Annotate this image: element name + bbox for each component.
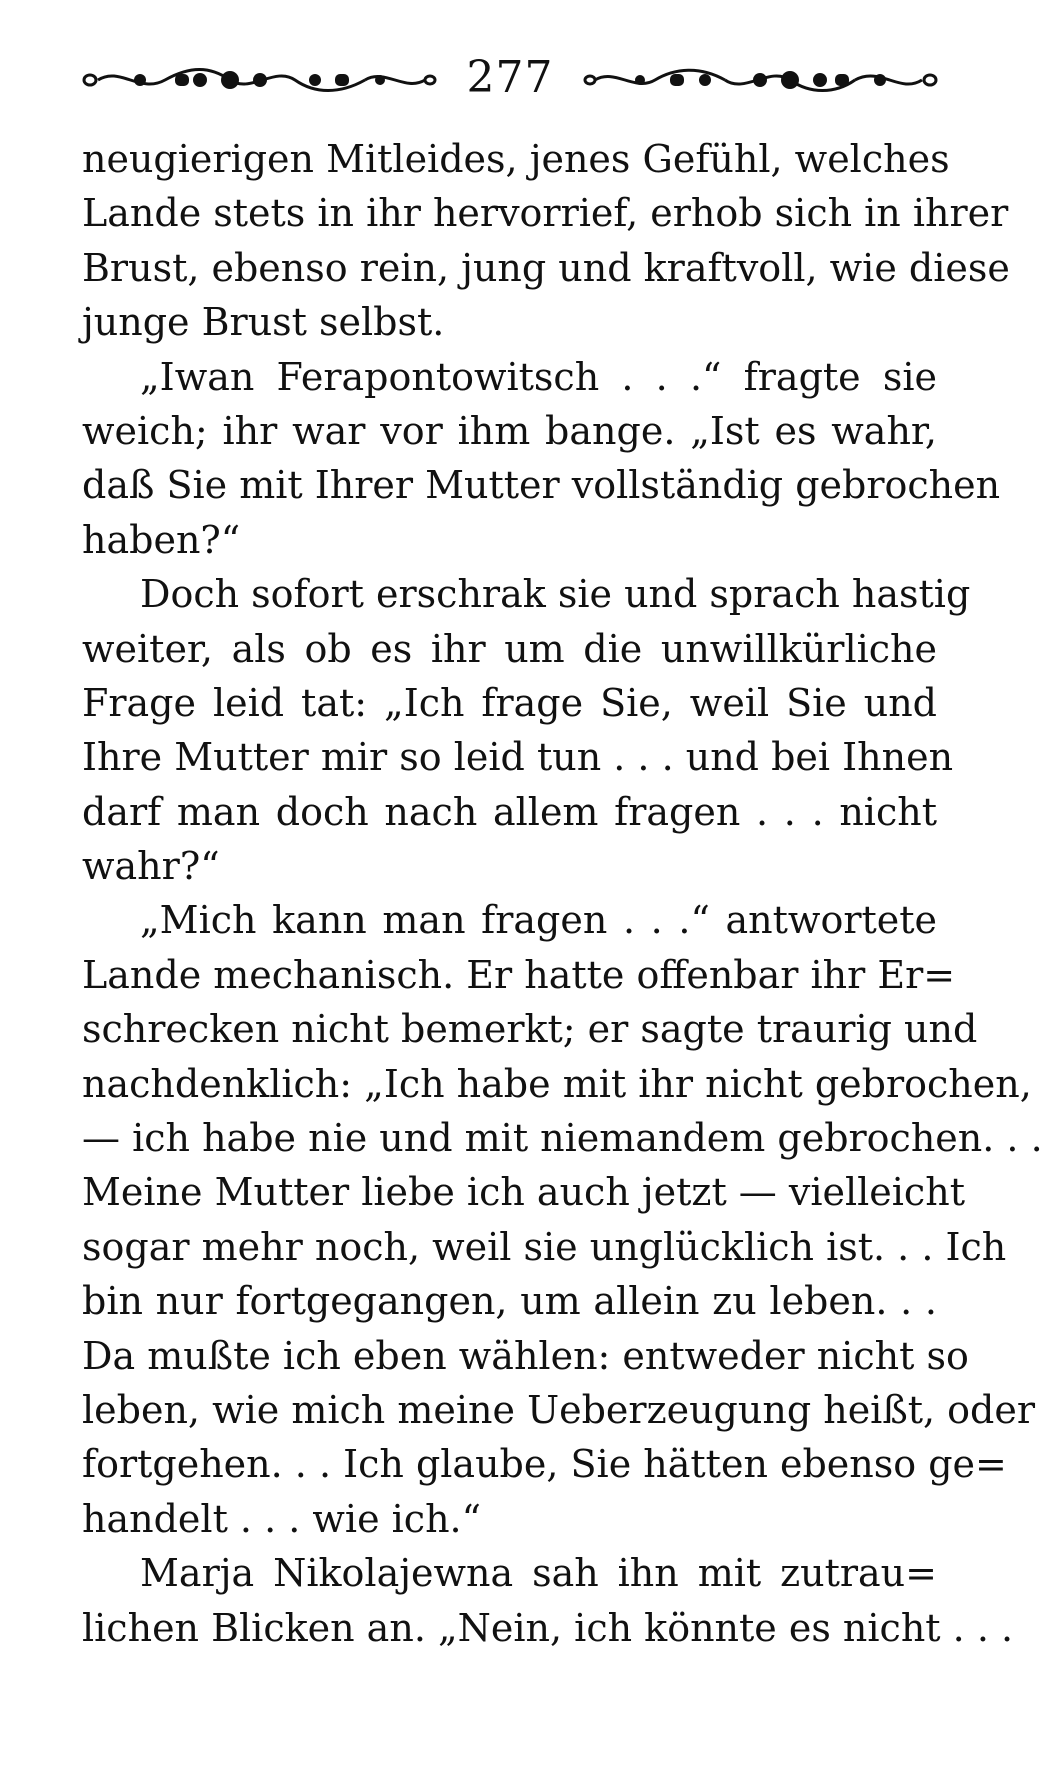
text-line: weiter, als ob es ihr um die unwillkürliche — [82, 626, 937, 671]
text-line: bin nur fortgegangen, um allein zu leben. . . — [82, 1279, 937, 1324]
text-line: leben, wie mich meine Ueberzeugung heißt, oder — [82, 1387, 1036, 1432]
right-ornament-icon — [580, 60, 940, 100]
text-line: sogar mehr noch, weil sie unglücklich ist. . . Ich — [82, 1224, 1007, 1269]
page-number: 277 — [466, 52, 554, 103]
text-line: — ich habe nie und mit niemandem gebrochen. . . — [82, 1116, 1043, 1161]
text-line: Lande mechanisch. Er hatte offenbar ihr Er= — [82, 952, 956, 997]
text-line: daß Sie mit Ihrer Mutter vollständig gebrochen — [82, 463, 1001, 508]
body-text — [82, 132, 1043, 1655]
text-line: handelt . . . wie ich.“ — [82, 1496, 482, 1541]
text-line: fortgehen. . . Ich glaube, Sie hätten ebenso ge= — [82, 1442, 1007, 1487]
text-line: Da mußte ich eben wählen: entweder nicht so — [82, 1333, 969, 1378]
text-line: weich; ihr war vor ihm bange. „Ist es wahr, — [82, 408, 937, 453]
text-line: schrecken nicht bemerkt; er sagte traurig und — [82, 1007, 978, 1052]
text-line: Marja Nikolajewna sah ihn mit zutrau= — [140, 1551, 937, 1596]
text-line: Frage leid tat: „Ich frage Sie, weil Sie und — [82, 680, 937, 725]
text-line: haben?“ — [82, 517, 241, 562]
text-line: Meine Mutter liebe ich auch jetzt — vielleicht — [82, 1170, 965, 1215]
text-line: wahr?“ — [82, 844, 220, 889]
page-header — [80, 48, 940, 108]
text-line: junge Brust selbst. — [82, 300, 445, 345]
text-line: Doch sofort erschrak sie und sprach hastig — [140, 572, 971, 617]
left-ornament-icon — [80, 60, 440, 100]
text-line: Brust, ebenso rein, jung und kraftvoll, wie diese — [82, 245, 1010, 290]
text-line: neugierigen Mitleides, jenes Gefühl, welches — [82, 137, 950, 181]
text-line: Lande stets in ihr hervorrief, erhob sich in ihrer — [82, 191, 1009, 236]
text-line: „Mich kann man fragen . . .“ antwortete — [140, 898, 937, 943]
text-line: darf man doch nach allem fragen . . . nicht — [82, 789, 937, 834]
text-line: nachdenklich: „Ich habe mit ihr nicht gebrochen, — [82, 1061, 1032, 1106]
text-line: lichen Blicken an. „Nein, ich könnte es nicht . . . — [82, 1605, 1014, 1650]
text-line: Ihre Mutter mir so leid tun . . . und bei Ihnen — [82, 735, 954, 780]
text-line: „Iwan Ferapontowitsch . . .“ fragte sie — [140, 354, 937, 399]
